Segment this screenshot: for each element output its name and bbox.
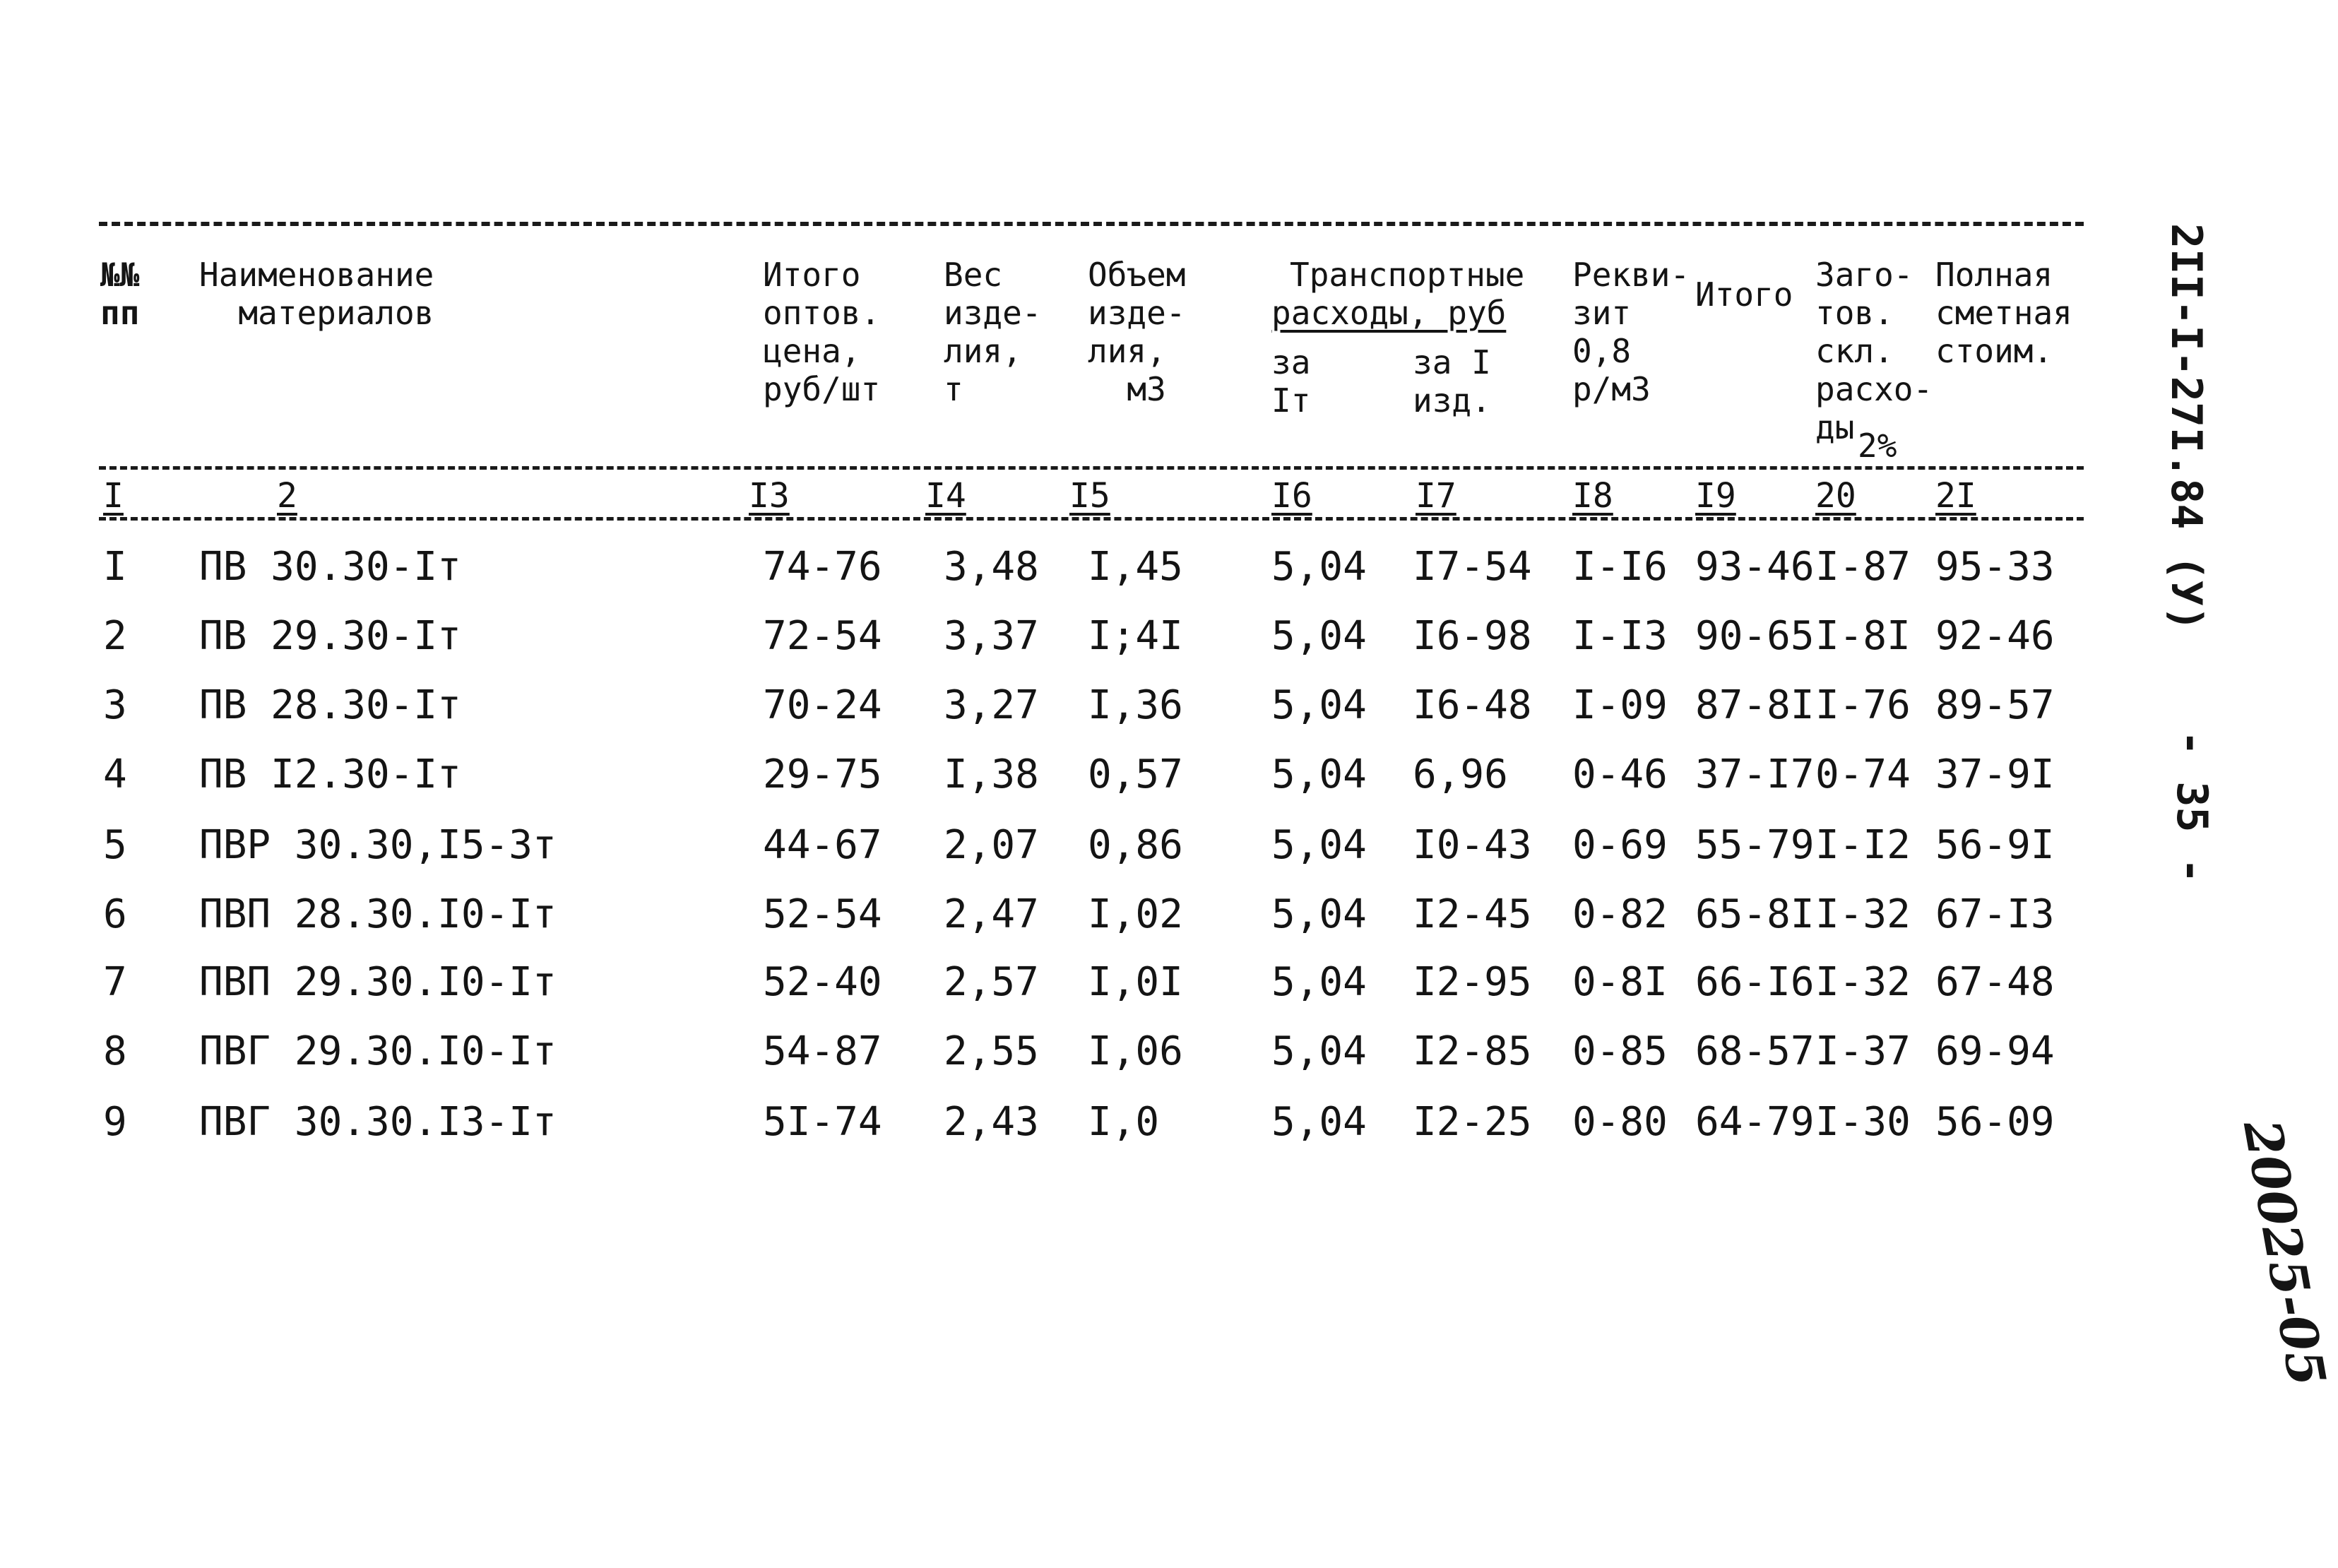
storage-costs: I-76 <box>1815 682 1911 728</box>
transport-per-ton: 5,04 <box>1271 891 1367 937</box>
row-number: 3 <box>103 682 127 728</box>
wholesale-price: 74-76 <box>763 544 882 590</box>
transport-per-item: I6-48 <box>1413 682 1532 728</box>
transport-per-ton: 5,04 <box>1271 959 1367 1005</box>
item-weight: 2,07 <box>944 822 1039 868</box>
column-number: I4 <box>925 476 966 516</box>
inventory-number: 20025-05 <box>2232 1115 2338 1391</box>
top-rule <box>99 222 2084 226</box>
full-cost: 56-9I <box>1935 822 2055 868</box>
row-number: 4 <box>103 752 127 797</box>
item-volume: I,02 <box>1088 891 1183 937</box>
item-volume: I,45 <box>1088 544 1183 590</box>
header-requisite: Рекви- зит 0,8 р/м3 <box>1572 256 1690 408</box>
transport-per-item: I6-98 <box>1413 613 1532 659</box>
header-transport-costs: Транспортные <box>1290 256 1525 294</box>
requisite: 0-46 <box>1572 752 1668 797</box>
item-weight: 3,27 <box>944 682 1039 728</box>
header-bottom-rule <box>99 466 2084 470</box>
material-name: ПВГ 29.30.I0-Iт <box>199 1028 557 1074</box>
requisite: 0-69 <box>1572 822 1668 868</box>
column-number-rule <box>99 517 2084 521</box>
wholesale-price: 70-24 <box>763 682 882 728</box>
row-number: 9 <box>103 1099 127 1145</box>
item-weight: 2,47 <box>944 891 1039 937</box>
transport-per-item: I2-95 <box>1413 959 1532 1005</box>
item-weight: I,38 <box>944 752 1039 797</box>
table-row <box>0 891 2119 941</box>
header-wholesale-price: Итого оптов. цена, руб/шт <box>763 256 881 408</box>
wholesale-price: 52-40 <box>763 959 882 1005</box>
column-number: I5 <box>1069 476 1110 516</box>
item-weight: 2,43 <box>944 1099 1039 1145</box>
total: 68-57 <box>1695 1028 1815 1074</box>
page-number: - 35 - <box>2167 730 2217 884</box>
header-transport-subtitle: расходы, руб <box>1271 294 1507 332</box>
transport-per-item: I7-54 <box>1413 544 1532 590</box>
requisite: I-09 <box>1572 682 1668 728</box>
total: 87-8I <box>1695 682 1815 728</box>
full-cost: 95-33 <box>1935 544 2055 590</box>
column-number: I8 <box>1572 476 1613 516</box>
transport-per-ton: 5,04 <box>1271 613 1367 659</box>
transport-per-ton: 5,04 <box>1271 682 1367 728</box>
requisite: I-I6 <box>1572 544 1668 590</box>
material-name: ПВ 30.30-Iт <box>199 544 461 590</box>
table-row <box>0 822 2119 872</box>
full-cost: 92-46 <box>1935 613 2055 659</box>
transport-per-ton: 5,04 <box>1271 1028 1367 1074</box>
table-row <box>0 544 2119 593</box>
wholesale-price: 5I-74 <box>763 1099 882 1145</box>
requisite: I-I3 <box>1572 613 1668 659</box>
item-weight: 2,57 <box>944 959 1039 1005</box>
requisite: 0-8I <box>1572 959 1668 1005</box>
storage-costs: 0-74 <box>1815 752 1911 797</box>
material-name: ПВГ 30.30.I3-Iт <box>199 1099 557 1145</box>
row-number: 8 <box>103 1028 127 1074</box>
table-row <box>0 613 2119 663</box>
full-cost: 67-I3 <box>1935 891 2055 937</box>
header-material-name: Наименование материалов <box>199 256 434 332</box>
transport-per-item: I2-45 <box>1413 891 1532 937</box>
storage-costs: I-37 <box>1815 1028 1911 1074</box>
storage-costs: I-32 <box>1815 891 1911 937</box>
requisite: 0-85 <box>1572 1028 1668 1074</box>
material-name: ПВ 28.30-Iт <box>199 682 461 728</box>
material-name: ПВП 28.30.I0-Iт <box>199 891 557 937</box>
table-row <box>0 1028 2119 1078</box>
full-cost: 67-48 <box>1935 959 2055 1005</box>
storage-costs: I-87 <box>1815 544 1911 590</box>
material-name: ПВ 29.30-Iт <box>199 613 461 659</box>
table-row <box>0 959 2119 1009</box>
storage-costs: I-I2 <box>1815 822 1911 868</box>
item-weight: 3,48 <box>944 544 1039 590</box>
column-number: I3 <box>749 476 790 516</box>
column-number: 2I <box>1935 476 1976 516</box>
table-row <box>0 1099 2119 1148</box>
column-number: I <box>103 476 124 516</box>
transport-per-item: 6,96 <box>1413 752 1508 797</box>
header-row-number: №№ пп <box>100 256 140 332</box>
table-row <box>0 752 2119 801</box>
transport-per-ton: 5,04 <box>1271 544 1367 590</box>
total: 66-I6 <box>1695 959 1815 1005</box>
header-per-ton: за Iт <box>1271 343 1311 420</box>
requisite: 0-80 <box>1572 1099 1668 1145</box>
header-per-item: за I изд. <box>1413 343 1491 420</box>
header-total: Итого <box>1695 275 1793 314</box>
item-volume: I,0 <box>1088 1099 1160 1145</box>
item-volume: I,06 <box>1088 1028 1183 1074</box>
total: 90-65 <box>1695 613 1815 659</box>
material-name: ПВ I2.30-Iт <box>199 752 461 797</box>
storage-costs: I-8I <box>1815 613 1911 659</box>
item-volume: I;4I <box>1088 613 1183 659</box>
total: 37-I7 <box>1695 752 1815 797</box>
wholesale-price: 44-67 <box>763 822 882 868</box>
item-weight: 3,37 <box>944 613 1039 659</box>
item-volume: I,36 <box>1088 682 1183 728</box>
row-number: 7 <box>103 959 127 1005</box>
transport-per-item: I2-25 <box>1413 1099 1532 1145</box>
total: 64-79 <box>1695 1099 1815 1145</box>
wholesale-price: 54-87 <box>763 1028 882 1074</box>
row-number: 6 <box>103 891 127 937</box>
transport-per-ton: 5,04 <box>1271 822 1367 868</box>
column-number: 20 <box>1815 476 1856 516</box>
item-volume: 0,57 <box>1088 752 1183 797</box>
material-name: ПВП 29.30.I0-Iт <box>199 959 557 1005</box>
full-cost: 69-94 <box>1935 1028 2055 1074</box>
document-code: 2II-I-27I.84 (У) <box>2161 223 2211 631</box>
header-full-cost: Полная сметная стоим. <box>1935 256 2072 370</box>
column-number: 2 <box>277 476 297 516</box>
total: 55-79 <box>1695 822 1815 868</box>
storage-costs: I-30 <box>1815 1099 1911 1145</box>
row-number: 2 <box>103 613 127 659</box>
header-item-volume: Объем изде- лия, м3 <box>1088 256 1186 408</box>
total: 93-46 <box>1695 544 1815 590</box>
column-number: I9 <box>1695 476 1736 516</box>
full-cost: 89-57 <box>1935 682 2055 728</box>
header-storage-percent: 2% <box>1858 427 1897 465</box>
material-name: ПВР 30.30,I5-3т <box>199 822 557 868</box>
transport-per-ton: 5,04 <box>1271 1099 1367 1145</box>
wholesale-price: 72-54 <box>763 613 882 659</box>
row-number: 5 <box>103 822 127 868</box>
item-volume: I,0I <box>1088 959 1183 1005</box>
item-weight: 2,55 <box>944 1028 1039 1074</box>
header-item-weight: Вес изде- лия, т <box>944 256 1042 408</box>
column-number: I7 <box>1416 476 1456 516</box>
requisite: 0-82 <box>1572 891 1668 937</box>
total: 65-8I <box>1695 891 1815 937</box>
full-cost: 37-9I <box>1935 752 2055 797</box>
item-volume: 0,86 <box>1088 822 1183 868</box>
table-row <box>0 682 2119 732</box>
transport-per-item: I2-85 <box>1413 1028 1532 1074</box>
transport-per-item: I0-43 <box>1413 822 1532 868</box>
wholesale-price: 29-75 <box>763 752 882 797</box>
row-number: I <box>103 544 127 590</box>
storage-costs: I-32 <box>1815 959 1911 1005</box>
full-cost: 56-09 <box>1935 1099 2055 1145</box>
column-number: I6 <box>1271 476 1312 516</box>
header-storage-costs: Заго- тов. скл. расхо- ды <box>1815 256 1933 446</box>
wholesale-price: 52-54 <box>763 891 882 937</box>
transport-per-ton: 5,04 <box>1271 752 1367 797</box>
